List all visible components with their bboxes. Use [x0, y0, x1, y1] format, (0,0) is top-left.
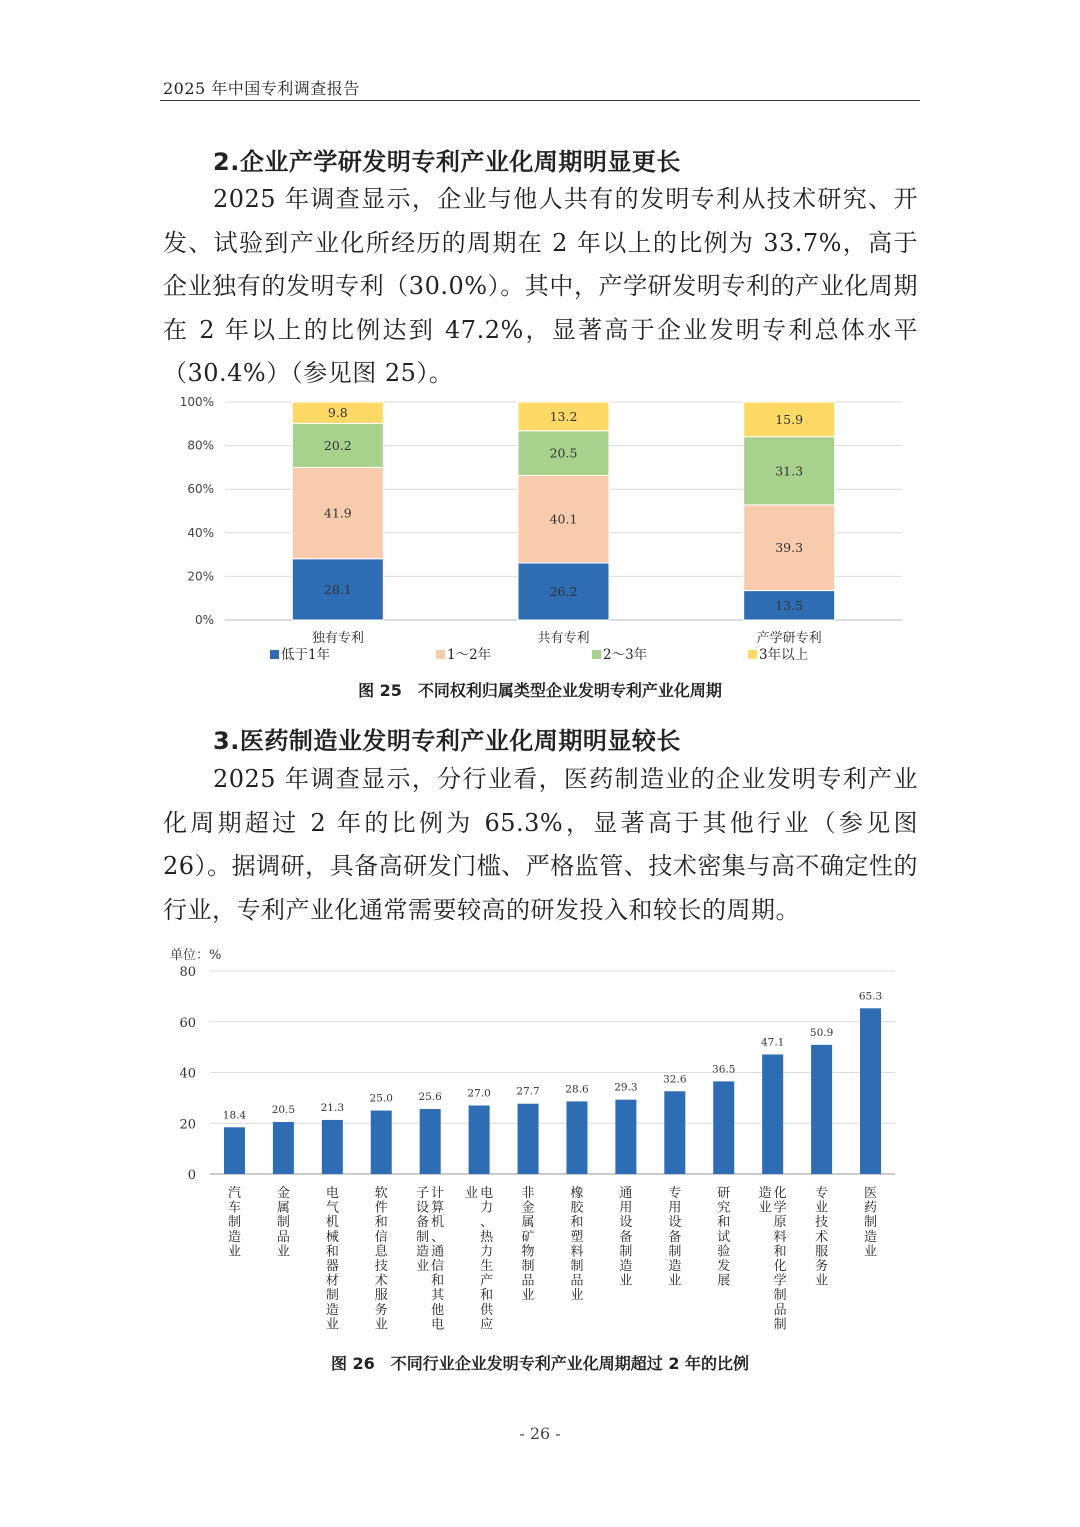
- bar: [762, 1054, 783, 1174]
- category-label-char: 生: [480, 1259, 494, 1274]
- category-label-char: 通: [431, 1244, 445, 1260]
- y-tick-label: 60: [179, 1015, 196, 1031]
- y-tick-label: 60%: [187, 482, 214, 497]
- category-label-char: 电: [431, 1317, 445, 1333]
- category-label-char: 息: [374, 1244, 388, 1260]
- category-label-char: 业: [465, 1186, 479, 1201]
- category-label-char: 和: [374, 1215, 388, 1231]
- category-label-char: 业: [570, 1288, 584, 1304]
- segment-value-label: 9.8: [327, 405, 348, 421]
- category-label-char: 和: [431, 1273, 445, 1289]
- category-label-char: 制: [773, 1288, 787, 1304]
- bar: [371, 1111, 392, 1174]
- bar: [713, 1081, 734, 1174]
- segment-value-label: 41.9: [323, 505, 352, 521]
- category-label-char: 非: [521, 1186, 535, 1201]
- category-label-char: 和: [570, 1215, 584, 1231]
- y-tick-label: 100%: [179, 395, 214, 409]
- category-label-char: 热: [480, 1229, 494, 1245]
- category-label-char: 机: [325, 1215, 339, 1231]
- bar-value-label: 29.3: [614, 1081, 638, 1094]
- category-label-char: 汽: [227, 1186, 241, 1201]
- segment-value-label: 26.2: [549, 583, 578, 599]
- category-label-char: 料: [570, 1244, 584, 1260]
- category-label-char: 气: [325, 1200, 339, 1216]
- category-label-char: 设: [416, 1200, 430, 1216]
- category-label-char: 发: [717, 1259, 731, 1274]
- category-label-char: 设: [668, 1215, 682, 1231]
- bar-value-label: 18.4: [222, 1109, 247, 1122]
- segment-value-label: 13.2: [549, 408, 578, 424]
- segment-value-label: 15.9: [775, 411, 804, 427]
- category-label-char: 业: [276, 1244, 290, 1260]
- bar-value-label: 21.3: [320, 1101, 345, 1114]
- section-2-heading: 2.企业产学研发明专利产业化周期明显更长: [213, 148, 681, 176]
- category-label-char: 业: [619, 1273, 633, 1289]
- y-tick-label: 20: [179, 1117, 196, 1133]
- category-label-char: 他: [431, 1302, 445, 1318]
- page-number: - 26 -: [519, 1424, 561, 1443]
- bar: [615, 1100, 636, 1174]
- bar: [860, 1008, 881, 1174]
- category-label-char: 和: [773, 1244, 787, 1260]
- category-label-char: 应: [480, 1317, 494, 1333]
- category-label-char: 算: [431, 1200, 445, 1216]
- segment-value-label: 20.2: [323, 437, 352, 453]
- bar: [420, 1109, 441, 1174]
- category-label-char: 金: [521, 1200, 535, 1216]
- category-label-char: 和: [480, 1288, 494, 1304]
- section-3-heading: 3.医药制造业发明专利产业化周期明显较长: [213, 727, 681, 755]
- category-label-char: 业: [758, 1200, 772, 1216]
- category-label-char: 制: [276, 1215, 290, 1231]
- category-label-char: 研: [717, 1186, 731, 1201]
- category-label-char: 胶: [570, 1200, 584, 1216]
- category-label-char: 化: [773, 1186, 787, 1201]
- y-tick-label: 80: [179, 965, 196, 980]
- bar: [224, 1127, 245, 1174]
- category-label-char: 材: [325, 1273, 339, 1289]
- bar-value-label: 25.6: [418, 1091, 442, 1104]
- y-tick-label: 40: [179, 1066, 196, 1082]
- category-label-char: 橡: [570, 1186, 584, 1201]
- figure-26-caption: 图 26 不同行业企业发明专利产业化周期超过 2 年的比例: [330, 1354, 750, 1373]
- bar-value-label: 28.6: [565, 1083, 589, 1096]
- category-label-char: 料: [773, 1229, 787, 1245]
- segment-value-label: 39.3: [775, 540, 804, 556]
- category-label-char: 制: [619, 1244, 633, 1260]
- legend-swatch: [270, 650, 279, 659]
- category-label-char: 矿: [521, 1229, 535, 1245]
- category-label-char: 通: [619, 1186, 633, 1201]
- category-label: 独有专利: [311, 631, 364, 646]
- bar: [566, 1101, 587, 1174]
- bar: [664, 1091, 685, 1174]
- category-label-char: 究: [717, 1200, 731, 1216]
- bar-value-label: 47.1: [760, 1036, 785, 1049]
- category-label-char: 和: [717, 1215, 731, 1231]
- category-label-char: 、: [431, 1229, 445, 1245]
- category-label-char: 备: [619, 1229, 633, 1245]
- category-label-char: 属: [521, 1215, 535, 1231]
- category-label-char: 制: [570, 1259, 584, 1274]
- category-label-char: 化: [773, 1259, 787, 1274]
- category-label-char: 塑: [570, 1229, 584, 1245]
- bar: [811, 1045, 832, 1174]
- bar: [469, 1105, 490, 1174]
- category-label-char: 造: [619, 1259, 633, 1274]
- category-label-char: 造: [325, 1302, 339, 1318]
- header-divider: [160, 100, 920, 101]
- y-tick-label: 0%: [194, 613, 214, 627]
- category-label-char: 器: [325, 1259, 339, 1274]
- category-label-char: 电: [480, 1186, 494, 1201]
- category-label-char: 备: [668, 1229, 682, 1245]
- y-tick-label: 80%: [187, 438, 214, 453]
- category-label-char: 药: [864, 1200, 878, 1216]
- category-label-char: 属: [276, 1200, 290, 1216]
- category-label-char: 业: [521, 1288, 535, 1304]
- category-label-char: 制: [668, 1244, 682, 1260]
- legend-label: 1～2年: [447, 647, 492, 663]
- category-label-char: 计: [431, 1186, 445, 1201]
- category-label-char: 品: [773, 1302, 787, 1318]
- category-label: 产学研专利: [756, 631, 822, 646]
- unit-label: 单位：%: [170, 948, 222, 963]
- category-label-char: 软: [374, 1186, 388, 1201]
- category-label-char: 业: [416, 1259, 430, 1274]
- category-label-char: 其: [431, 1288, 445, 1304]
- legend-label: 2～3年: [603, 647, 648, 663]
- bar-value-label: 20.5: [271, 1103, 296, 1116]
- segment-value-label: 28.1: [323, 581, 352, 597]
- bar-value-label: 65.3: [858, 990, 883, 1003]
- legend-swatch: [748, 650, 757, 659]
- section-2-paragraph: 2025 年调查显示，企业与他人共有的发明专利从技术研究、开发、试验到产业化所经历的周期在 2 年以上的比例为 33.7%，高于企业独有的发明专利（30.0%）。其中，产学研发明专利的产业化周期在 2 年以上的比例达到 47.2%，显著高于企业发明专利总体水平（30.4%）（参见图 25）。: [163, 185, 918, 387]
- category-label-char: 品: [570, 1273, 584, 1289]
- category-label-char: 供: [480, 1302, 494, 1318]
- category-label-char: 业: [374, 1317, 388, 1333]
- category-label-char: 务: [374, 1302, 388, 1318]
- legend-label: 3年以上: [759, 647, 809, 663]
- category-label-char: 专: [815, 1186, 829, 1201]
- category-label-char: 专: [668, 1186, 682, 1201]
- category-label-char: 和: [325, 1244, 339, 1260]
- y-tick-label: 40%: [187, 525, 214, 540]
- report-header: 2025 年中国专利调查报告: [163, 79, 360, 98]
- category-label: 共有专利: [537, 631, 590, 646]
- category-label-char: 品: [276, 1229, 290, 1245]
- category-label-char: 技: [815, 1215, 829, 1231]
- category-label-char: 子: [416, 1186, 430, 1201]
- bar: [518, 1104, 539, 1174]
- category-label-char: 医: [864, 1186, 878, 1201]
- category-label-char: 信: [374, 1229, 388, 1245]
- category-label-char: 机: [431, 1215, 445, 1231]
- category-label-char: 业: [227, 1244, 241, 1260]
- category-label-char: 造: [668, 1259, 682, 1274]
- segment-value-label: 40.1: [549, 511, 578, 527]
- figure-25-caption: 图 25 不同权利归属类型企业发明专利产业化周期: [358, 681, 722, 700]
- category-label-char: 力: [480, 1244, 494, 1260]
- category-label-char: 业: [325, 1317, 339, 1333]
- category-label-char: 件: [374, 1200, 388, 1216]
- category-label-char: 车: [227, 1200, 241, 1216]
- bar: [273, 1122, 294, 1174]
- segment-value-label: 31.3: [775, 463, 804, 479]
- category-label-char: 试: [717, 1229, 731, 1245]
- legend-swatch: [592, 650, 601, 659]
- category-label-char: 制: [227, 1215, 241, 1231]
- category-label-char: 制: [773, 1317, 787, 1333]
- category-label-char: 业: [815, 1200, 829, 1216]
- segment-value-label: 20.5: [549, 445, 578, 461]
- category-label-char: 备: [416, 1215, 430, 1231]
- category-label-char: 学: [773, 1200, 787, 1216]
- category-label-char: 业: [864, 1244, 878, 1260]
- category-label-char: 原: [773, 1215, 787, 1231]
- category-label-char: 造: [864, 1229, 878, 1245]
- category-label-char: 业: [815, 1273, 829, 1289]
- category-label-char: 术: [374, 1273, 388, 1289]
- category-label-char: 造: [416, 1244, 430, 1260]
- category-label-char: 电: [325, 1186, 339, 1201]
- category-label-char: 械: [325, 1229, 339, 1245]
- y-tick-label: 0: [187, 1168, 196, 1183]
- section-3-paragraph: 2025 年调查显示，分行业看，医药制造业的企业发明专利产业化周期超过 2 年的比例为 65.3%，显著高于其他行业（参见图 26）。据调研，具备高研发门槛、严格监管、技术密集与高不确定性的行业，专利产业化通常需要较高的研发投入和较长的周期。: [163, 765, 918, 924]
- category-label-char: 技: [374, 1259, 388, 1274]
- figure-25-stacked-bar-chart: [0, 390, 1080, 670]
- category-label-char: 造: [758, 1186, 772, 1201]
- category-label-char: 用: [619, 1200, 633, 1216]
- category-label-char: 信: [431, 1259, 445, 1274]
- category-label-char: 制: [416, 1229, 430, 1245]
- figure-26-bar-chart: [0, 940, 1080, 1340]
- category-label-char: 服: [374, 1288, 388, 1304]
- category-label-char: 品: [521, 1273, 535, 1289]
- bar-value-label: 50.9: [809, 1026, 834, 1039]
- bar-value-label: 32.6: [663, 1073, 687, 1086]
- category-label-char: 业: [668, 1273, 682, 1289]
- segment-value-label: 13.5: [775, 597, 804, 613]
- category-label-char: 验: [717, 1244, 731, 1260]
- y-tick-label: 20%: [187, 569, 214, 584]
- category-label-char: 用: [668, 1200, 682, 1216]
- bar-value-label: 27.7: [516, 1085, 540, 1098]
- category-label-char: 务: [815, 1259, 829, 1274]
- legend-label: 低于1年: [281, 647, 331, 663]
- category-label-char: 造: [227, 1229, 241, 1245]
- category-label-char: 产: [480, 1273, 494, 1289]
- category-label-char: 展: [717, 1273, 731, 1289]
- category-label-char: 金: [276, 1186, 290, 1201]
- category-label-char: 物: [521, 1244, 535, 1260]
- category-label-char: 术: [815, 1229, 829, 1245]
- legend-swatch: [436, 650, 445, 659]
- category-label-char: 学: [773, 1273, 787, 1289]
- category-label-char: 设: [619, 1215, 633, 1231]
- category-label-char: 制: [864, 1215, 878, 1231]
- bar: [322, 1120, 343, 1174]
- category-label-char: 力: [480, 1200, 494, 1216]
- bar-value-label: 27.0: [467, 1087, 491, 1100]
- category-label-char: 制: [325, 1288, 339, 1304]
- bar-value-label: 25.0: [369, 1092, 393, 1105]
- category-label-char: 、: [480, 1215, 494, 1231]
- category-label-char: 服: [815, 1244, 829, 1260]
- category-label-char: 制: [521, 1259, 535, 1274]
- bar-value-label: 36.5: [712, 1063, 736, 1076]
